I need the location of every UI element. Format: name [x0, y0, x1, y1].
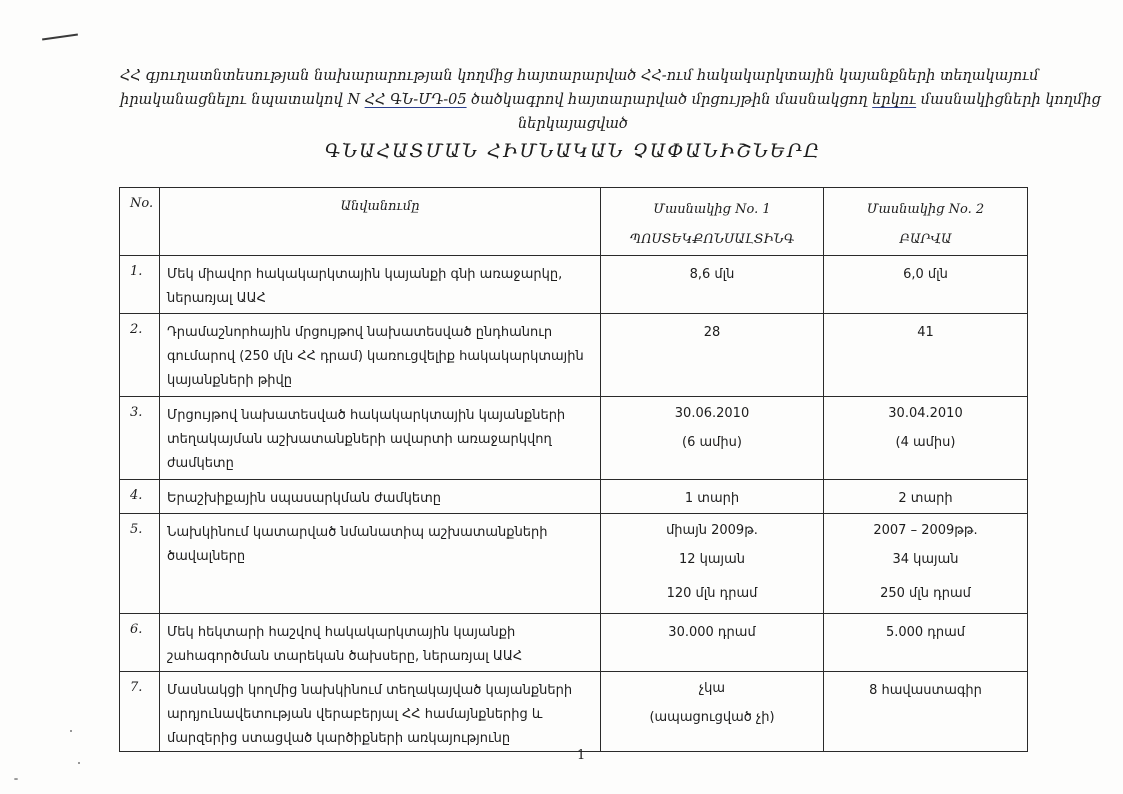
evaluation-table: [119, 187, 1028, 752]
row-criterion: Նախկինում կատարված նմանատիպ աշխատանքների ծավալները: [160, 514, 601, 614]
scan-speck: [78, 762, 80, 764]
value-line: 120 մլն դրամ: [666, 586, 758, 601]
value-line: 28: [703, 325, 721, 340]
participant-1-value: [601, 672, 824, 752]
participant-1-value: [601, 256, 824, 314]
heading-line-1: ՀՀ գյուղատնտեսության նախարարության կողմից հայտարարված ՀՀ-ում հակակարկտային կայանքների տեղակայում: [120, 68, 1039, 84]
row-number: 5.: [120, 514, 160, 614]
row-number: 6.: [120, 614, 160, 672]
document-title: ԳՆԱՀԱՏՄԱՆ ՀԻՄՆԱԿԱՆ ՉԱՓԱՆԻՇՆԵՐԸ: [324, 140, 822, 162]
row-criterion: Դրամաշնորհային մրցույթով նախատեսված ընդհանուր գումարով (250 մլն ՀՀ դրամ) կառուցվելիք հակակարկտային կայանքների թիվը: [160, 314, 601, 397]
document-heading: [120, 64, 1101, 136]
heading-line-2-start: իրականացնելու նպատակով N: [120, 92, 365, 108]
value-line: (6 ամիս): [682, 435, 742, 450]
value-line: (4 ամիս): [895, 435, 956, 450]
header-participant-2: [824, 188, 1028, 256]
table-header-row: [120, 188, 1028, 256]
row-number: 3.: [120, 397, 160, 480]
page-number: 1: [577, 748, 586, 763]
participant-1-value: [601, 314, 824, 397]
table-row: [120, 314, 1028, 397]
table-row: [120, 514, 1028, 614]
participant-2-value: [824, 614, 1028, 672]
value-line: 30.000 դրամ: [668, 625, 756, 640]
value-line: 1 տարի: [684, 491, 740, 506]
value-line: 250 մլն դրամ: [880, 586, 971, 601]
table-row: [120, 480, 1028, 514]
value-line: 30.04.2010: [888, 406, 963, 421]
header-participant-1: [601, 188, 824, 256]
participant-2-name: ԲԱՐՎԱ: [899, 232, 952, 247]
table-row: [120, 397, 1028, 480]
value-line: միայն 2009թ.: [666, 523, 758, 538]
value-line: 41: [917, 325, 934, 340]
value-line: 5.000 դրամ: [885, 625, 966, 640]
row-number: 2.: [120, 314, 160, 397]
header-no: No.: [120, 188, 160, 256]
value-line: (ապացուցված չի): [649, 710, 775, 725]
row-criterion: Երաշխիքային սպասարկման ժամկետը: [160, 480, 601, 514]
participant-1-name: ՊՈՍՏԵԿՔՈՆՍԱԼՏԻՆԳ: [629, 232, 795, 247]
scan-speck: [14, 778, 18, 780]
tender-code: ՀՀ ԳՆ-ՄԴ-05: [364, 92, 467, 108]
participant-1-value: [601, 397, 824, 480]
row-criterion: Մեկ միավոր հակակարկտային կայանքի գնի առաջարկը, ներառյալ ԱԱՀ: [160, 256, 601, 314]
table-row: [120, 672, 1028, 752]
value-line: չկա: [698, 681, 726, 696]
value-line: 30.06.2010: [674, 406, 750, 421]
table-row: [120, 256, 1028, 314]
heading-line-2-end: մասնակիցների կողմից: [916, 92, 1101, 108]
row-criterion: Մասնակցի կողմից նախկինում տեղակայված կայանքների արդյունավետության վերաբերյալ ՀՀ համայնքներից և մարզերից ստացված կարծիքների առկայությունը: [160, 672, 601, 752]
value-line: 34 կայան: [892, 552, 959, 567]
value-line: 6,0 մլն: [903, 267, 948, 282]
participant-2-value: [824, 314, 1028, 397]
row-number: 4.: [120, 480, 160, 514]
value-line: 8,6 մլն: [689, 267, 735, 282]
participant-2-label: Մասնակից No. 2: [866, 202, 985, 217]
heading-line-2-middle: ծածկագրով հայտարարված մրցույթին մասնակցող: [466, 92, 873, 108]
participant-2-value: [824, 397, 1028, 480]
participant-2-value: [824, 480, 1028, 514]
participant-2-value: [824, 672, 1028, 752]
participant-1-label: Մասնակից No. 1: [653, 202, 771, 217]
table-row: [120, 614, 1028, 672]
participant-1-value: [601, 514, 824, 614]
header-name: Անվանումը: [160, 188, 601, 256]
participant-1-value: [601, 480, 824, 514]
value-line: 2 տարի: [898, 491, 953, 506]
value-line: 8 հավաստագիր: [869, 683, 982, 698]
two-participants: երկու: [872, 92, 917, 108]
row-criterion: Մրցույթով նախատեսված հակակարկտային կայանքների տեղակայման աշխատանքների ավարտի առաջարկվող ժամկետը: [160, 397, 601, 480]
heading-line-2: [120, 88, 1101, 112]
value-line: 2007 – 2009թթ.: [873, 523, 978, 538]
row-number: 1.: [120, 256, 160, 314]
participant-2-value: [824, 514, 1028, 614]
value-line: 12 կայան: [678, 552, 745, 567]
participant-1-value: [601, 614, 824, 672]
participant-2-value: [824, 256, 1028, 314]
scan-mark: [42, 34, 78, 41]
row-number: 7.: [120, 672, 160, 752]
row-criterion: Մեկ հեկտարի հաշվով հակակարկտային կայանքի շահագործման տարեկան ծախսերը, ներառյալ ԱԱՀ: [160, 614, 601, 672]
heading-line-3: ներկայացված: [518, 116, 628, 132]
scan-speck: [70, 730, 72, 732]
